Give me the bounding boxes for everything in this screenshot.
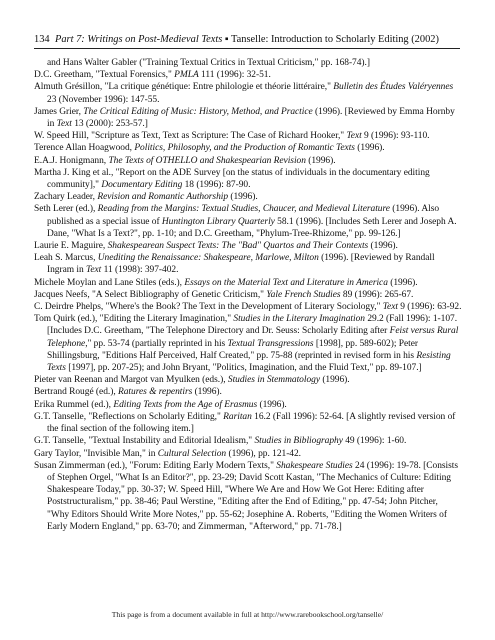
bibliography-entry: Gary Taylor, "Invisible Man," in Cultural Selection (1996), pp. 121-42. — [34, 448, 302, 459]
bibliography-entry: James Grier, The Critical Editing of Music: History, Method, and Practice (1996). [Reviewed by Emma Hornby in Text 13 (2000): 253-57.] — [34, 106, 455, 130]
bibliography-list — [34, 57, 462, 533]
bibliography-entry: Martha J. King et al., "Report on the ADE Survey [on the status of individuals in the documentary editing community]," Documentary Editing 18 (1996): 87-90. — [34, 167, 430, 191]
separator-icon: ▪ — [224, 34, 229, 45]
section-title: Part 7: Writings on Post-Medieval Texts — [55, 34, 223, 45]
bibliography-entry: G.T. Tanselle, "Reflections on Scholarly Editing," Raritan 16.2 (Fall 1996): 52-64. [A slightly revised version of the final section of the following item.] — [34, 411, 456, 435]
bibliography-entry: Pieter van Reenan and Margot van Myulken (eds.), Studies in Stemmatology (1996). — [34, 375, 350, 386]
header-divider — [34, 48, 460, 49]
bibliography-entry: Terence Allan Hoagwood, Politics, Philosophy, and the Production of Romantic Texts (1996). — [34, 143, 385, 154]
bibliography-entry: Laurie E. Maguire, Shakespearean Suspect Texts: The "Bad" Quartos and Their Contexts (1996). — [34, 241, 398, 252]
bibliography-entry: Jacques Neefs, "A Select Bibliography of Genetic Criticism," Yale French Studies 89 (1996): 265-67. — [34, 289, 414, 300]
article-title: Tanselle: Introduction to Scholarly Editing (2002) — [231, 34, 439, 45]
bibliography-entry: Almuth Grésillon, "La critique génétique: Entre philologie et théorie littéraire," Bulletin des Études Valéryennes 23 (November 1996): 147-55. — [34, 82, 454, 105]
bibliography-entry: Erika Rummel (ed.), Editing Texts from the Age of Erasmus (1996). — [34, 399, 287, 410]
bibliography-entry: Michele Moylan and Lane Stiles (eds.), Essays on the Material Text and Literature in America (1996). — [34, 277, 418, 288]
bibliography-entry: E.A.J. Honigmann, The Texts of OTHELLO and Shakespearian Revision (1996). — [34, 155, 336, 166]
bibliography-entry: Tom Quirk (ed.), "Editing the Literary Imagination," Studies in the Literary Imagination 29.2 (Fall 1996): 1-107. [Includes D.C. Greetham, "The Telephone Directory and Dr. Seuss: Scholarly Editing after Feist versus Rural Telephone," pp. 53-74 (partially reprinted in his Textual Transgressions [1998], pp. 589-602); Peter Shillingsburg, "Editions Half Perceived, Half Created," pp. 75-88 (reprinted in revised form in his Resisting Texts [1997], pp. 207-25); and John Bryant, "Politics, Imagination, and the Fluid Text," pp. 89-107.] — [34, 314, 459, 374]
bibliography-entry: G.T. Tanselle, "Textual Instability and Editorial Idealism," Studies in Bibliography 49 (1996): 1-60. — [34, 436, 407, 447]
bibliography-entry: Susan Zimmerman (ed.), "Forum: Editing Early Modern Texts," Shakespeare Studies 24 (1996): 19-78. [Consists of Stephen Orgel, "What Is an Editor?", pp. 23-29; David Scott Kastan, "The Mechanics of Culture: Editing Shakespeare Today," pp. 30-37; W. Speed Hill, "Where We Are and How We Got Here: Editing after Poststructuralism," pp. 38-46; Paul Werstine, "Editing after the End of Editing," pp. 47-54; John Pitcher, "Why Editors Should Write More Notes," pp. 55-62; Josephine A. Roberts, "Editing the Women Writers of Early Modern England," pp. 63-70; and Zimmerman, "Afterword," pp. 71-78.] — [34, 460, 459, 532]
bibliography-entry: Bertrand Rougé (ed.), Ratures & repentirs (1996). — [34, 387, 222, 398]
bibliography-entry: C. Deirdre Phelps, "Where's the Book? The Text in the Development of Literary Sociology," Text 9 (1996): 63-92. — [34, 302, 462, 313]
page-number: 134 — [34, 34, 50, 45]
footer-note: This page is from a document available in full at http://www.rarebookschool.org/tanselle/ — [111, 610, 384, 619]
bibliography-entry: D.C. Greetham, "Textual Forensics," PMLA 111 (1996): 32-51. — [34, 70, 271, 81]
bibliography-entry: Zachary Leader, Revision and Romantic Authorship (1996). — [34, 192, 258, 203]
bibliography-entry: W. Speed Hill, "Scripture as Text, Text as Scripture: The Case of Richard Hooker," Text 9 (1996): 93-110. — [34, 131, 430, 142]
bibliography-entry: and Hans Walter Gabler ("Training Textual Critics in Textual Criticism," pp. 168-74).] — [47, 58, 370, 68]
running-header — [34, 33, 460, 46]
bibliography-entry: Leah S. Marcus, Unediting the Renaissance: Shakespeare, Marlowe, Milton (1996). [Reviewed by Randall Ingram in Text 11 (1998): 397-402. — [34, 253, 435, 276]
bibliography-entry: Seth Lerer (ed.), Reading from the Margins: Textual Studies, Chaucer, and Medieval Literature (1996). Also published as a special issue of Huntington Library Quarterly 58.1 (1996). [Includes Seth Lerer and Joseph A. Dane, "What Is a Text?", pp. 1-10; and D.C. Greetham, "Phylum-Tree-Rhizome," pp. 99-126.] — [34, 204, 457, 239]
